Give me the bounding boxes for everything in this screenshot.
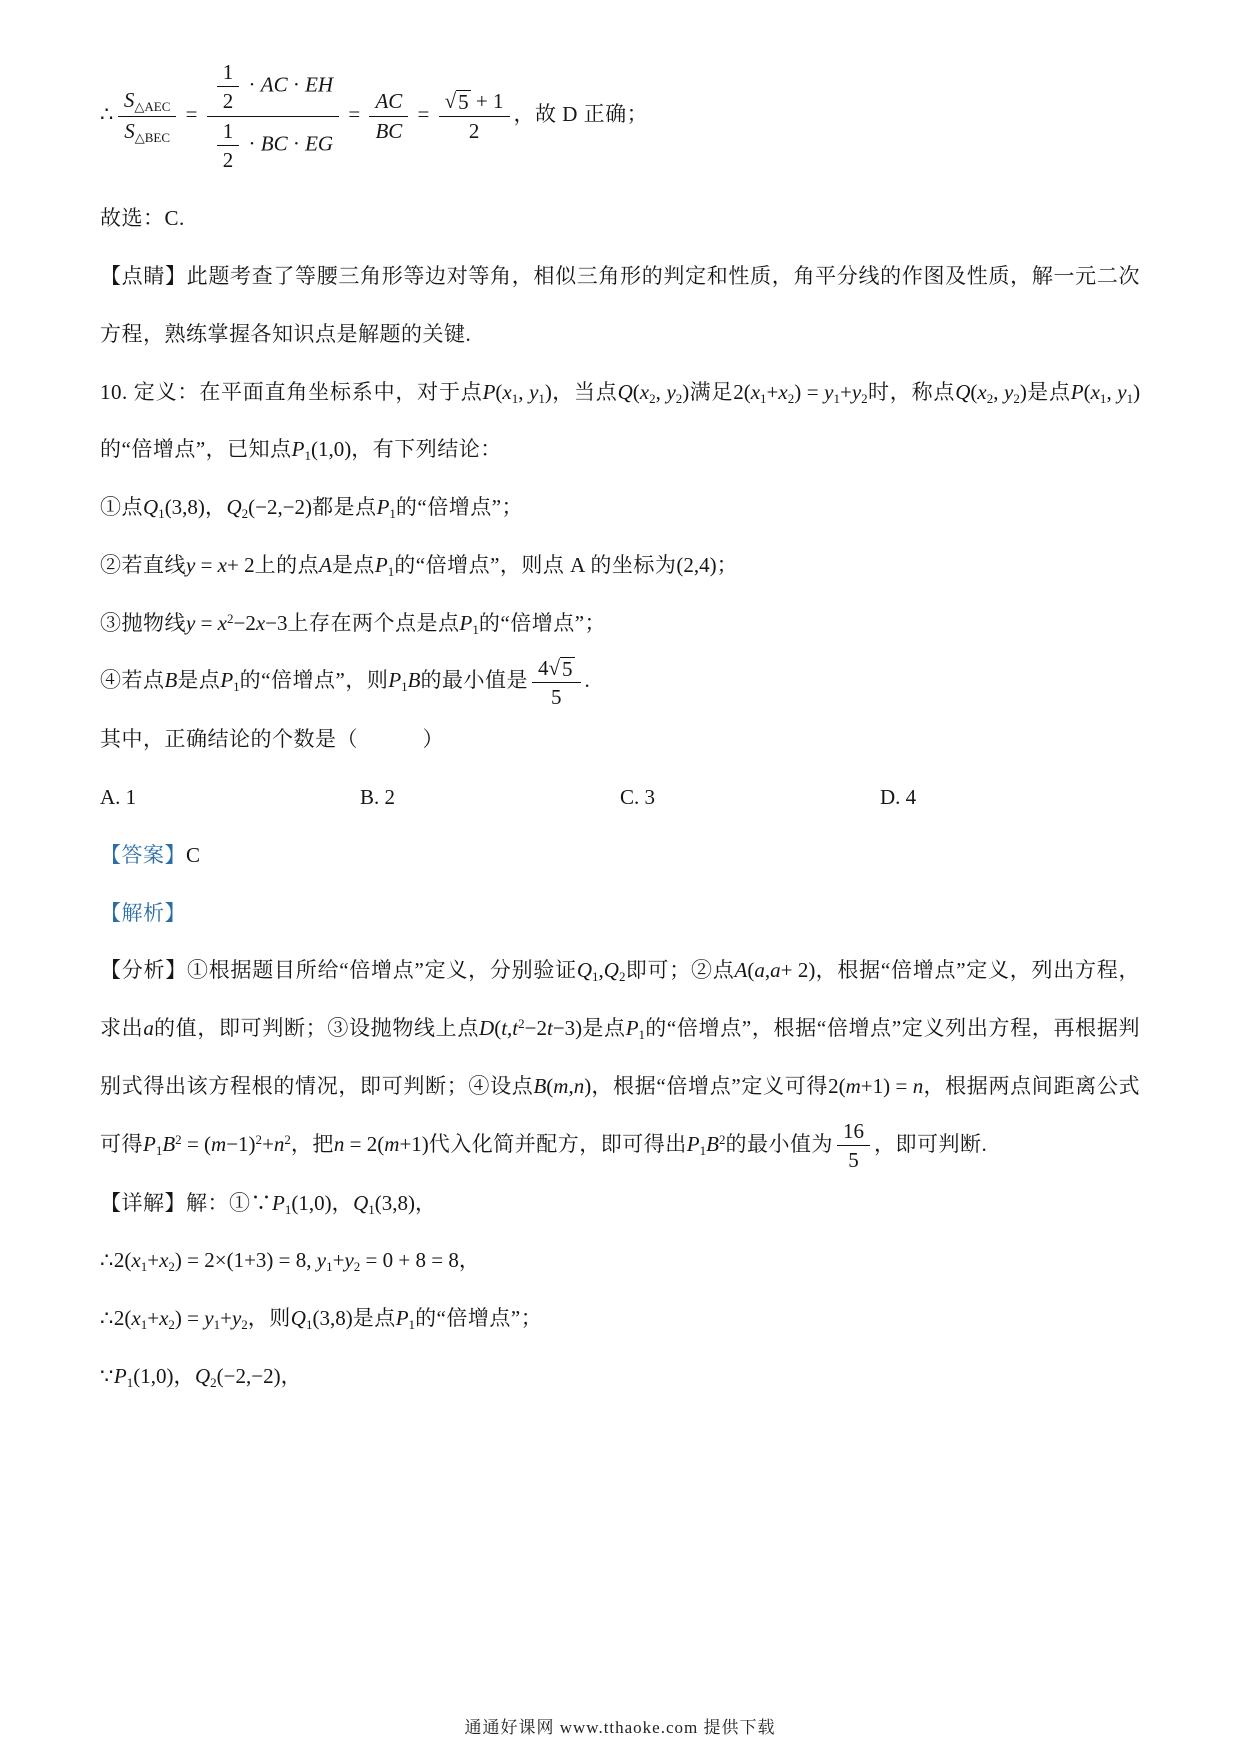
answer-label: 【答案】 [100,842,186,867]
jiexi-line [100,885,1140,943]
detail-line-1: 【详解】解：①∵P1(1,0)，Q1(3,8)， [100,1190,437,1217]
detail-line-3: ∴2(x1+x2) = y1+y2，则Q1(3,8)是点P1的“倍增点”； [100,1306,543,1333]
option-c: C. 3 [620,785,656,810]
option-b: B. 2 [360,785,396,810]
statement-3: ③抛物线$y = x^2-2x-3$上存在两个点是点P1的“倍增点”； [100,610,607,637]
answer-value: C [186,842,201,867]
page-footer: 通通好课网 www.tthaoke.com 提供下载 [464,1718,776,1737]
option-a: A. 1 [100,785,137,810]
formula-area-ratio: ∴ $\frac{\text{S△AEC}}{\text{S△BEC}}$ = $\frac{1}{2}$ · AC · EH $\frac{1}{2}$ · BC · EG = $\frac{AC}{BC}$ = √ 5 + 1 2 ，故 D 正确； [100,60,649,173]
analysis-paragraph: 【分析】①根据题目所给“倍增点”定义，分别验证Q1,Q2即可；②点A(a,a+ 2)，根据“倍增点”定义，列出方程，求出a的值，即可判断；③设抛物线上点$D(t,t^2-2t-3)$是点P1的“倍增点”，根据“倍增点”定义列出方程，再根据判别式得出该方程根的情况，即可判断；④设点B(m,n)，根据“倍增点”定义可得2(m+1) = n，根据两点间距离公式可得$P1B^2 = (m-1)^2+n^2$，把n = 2(m+1)代入化简并配方，即可得出$P1B^2$的最小值为 $\frac{16}{5}$ ，即可判断. [100,958,1141,1173]
answer-line [100,827,1140,885]
option-d: D. 4 [880,785,917,810]
question-prompt: 其中，正确结论的个数是（ ） [100,727,444,752]
statement-1: ①点Q1(3,8)，Q2(−2,−2)都是点P1的“倍增点”； [100,495,524,522]
statement-2: ②若直线y = x+ 2上的点A是点P1的“倍增点”，则点 A 的坐标为(2,4)； [100,552,739,579]
jiexi-label: 【解析】 [100,900,186,925]
detail-line-2: ∴2(x1+x2) = 2×(1+3) = 8, y1+y2 = 0 + 8 = 8， [100,1248,481,1275]
conclusion-choose-c: 故选：C. [100,206,185,231]
question-10-intro: 10. 定义：在平面直角坐标系中，对于点P(x1, y1)，当点Q(x2, y2)满足2(x1+x2) = y1+y2时，称点Q(x2, y2)是点P(x1, y1)的“倍增点”，已知点P1(1,0)，有下列结论： [100,379,1141,464]
statement-4: ④若点B是点P1的“倍增点”，则P1B的最小值是 4 √ 5 5 . [100,655,591,710]
dianjing-note: 【点睛】此题考查了等腰三角形等边对等角，相似三角形的判定和性质，角平分线的作图及性质，解一元二次方程，熟练掌握各知识点是解题的关键. [100,264,1140,346]
options-row [100,769,1140,827]
detail-line-4: ∵P1(1,0)，Q2(−2,−2)， [100,1363,303,1390]
